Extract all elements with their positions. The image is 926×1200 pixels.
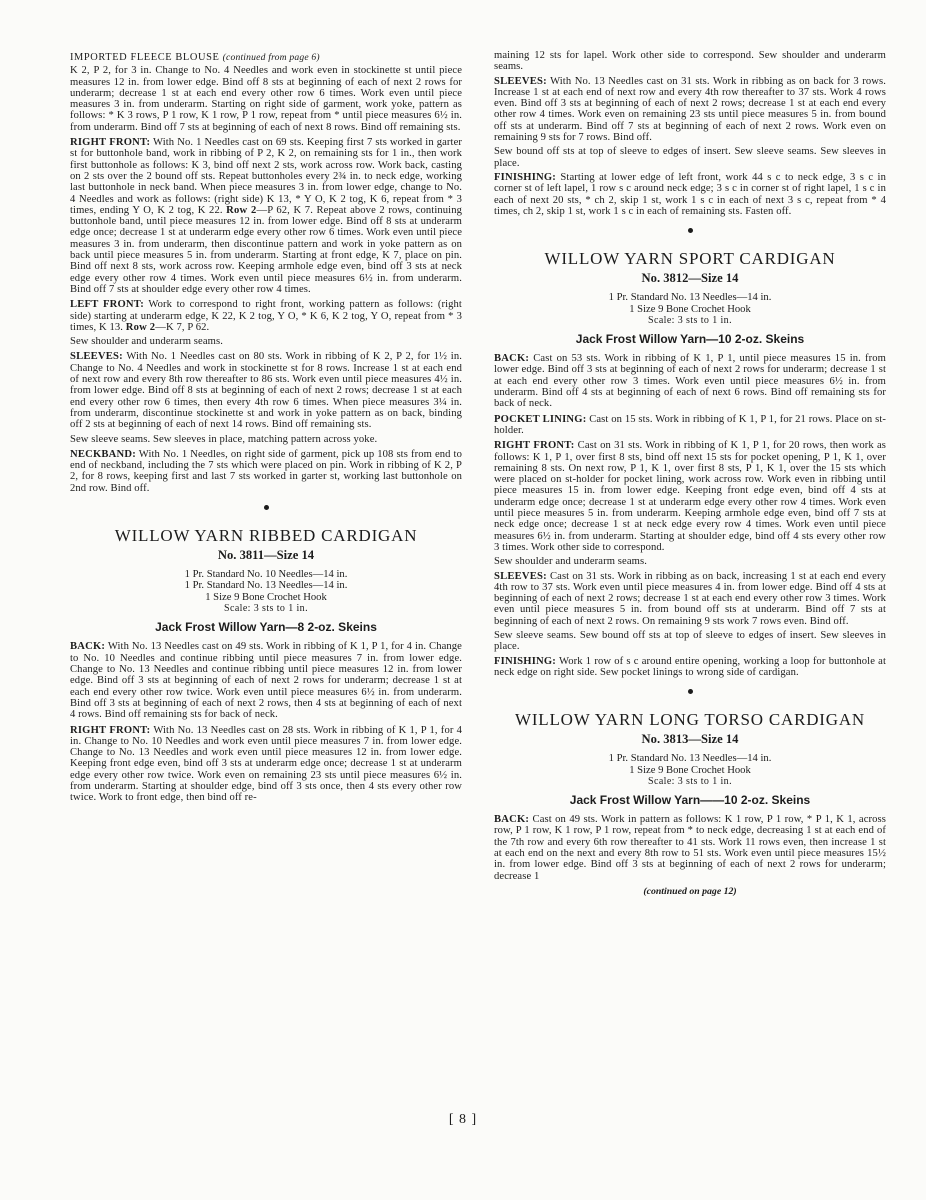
sport-yarn-heading: Jack Frost Willow Yarn—10 2-oz. Skeins — [575, 332, 805, 347]
sport-seams-line: Sew shoulder and underarm seams. — [494, 556, 647, 568]
ribbed-back-paragraph: BACK: With No. 13 Needles cast on 49 sts. Work in ribbing of K 1, P 1, for 4 in. Change to No. 10 Needles and continue ribbing until piece measures 7 in. from lower edge. Change to No. 13 Needles and continue ribbing until piece measures 12 in. from lower edge. Bind off 3 sts at beginning of each of next 2 rows for underarm; decrease 1 st at each end every other row twice. Work even until piece measures 6½ in. from underarm. Bind off 3 sts at beginning of each of next 2 rows, then 4 sts at beginning of each of next 4 rows. Bind off remaining sts for back of neck. — [70, 641, 462, 721]
torso-cardigan-title: WILLOW YARN LONG TORSO CARDIGAN — [515, 710, 865, 730]
blouse-left-front-paragraph: LEFT FRONT: Work to correspond to right front, working pattern as follows: (right side) starting at underarm edge, K 22, K 2 tog, Y O, * K 6, K 2 tog, Y O, repeat from * 3 times, K 13. Row 2—K 7, P 62. — [70, 299, 462, 333]
torso-spec-line: 1 Size 9 Bone Crochet Hook — [629, 764, 751, 776]
sport-scale: Scale: 3 sts to 1 in. — [648, 315, 732, 327]
ribbed-spec-line: 1 Pr. Standard No. 10 Needles—14 in. — [184, 568, 348, 580]
blouse-sleeve-seams-line: Sew sleeve seams. Sew sleeves in place, matching pattern across yoke. — [70, 433, 378, 445]
blouse-right-front-paragraph: RIGHT FRONT: With No. 1 Needles cast on 69 sts. Keeping first 7 sts worked in garter st for buttonhole band, work in ribbing of P 2, K 2, on remaining sts for 1 in., then work first buttonhole as follows: K 3, bind off next 2 sts, work across row. Work back, casting on 2 sts over the 2 bound off sts. Repeat buttonholes every 2¾ in. to neck edge, working last buttonhole in neck band. When piece measures 3 in. from lower edge, change to No. 4 Needles and work as follows: (right side) K 13, * Y O, K 2 tog, K 6, repeat from * 3 times, ending Y O, K 2 tog, K 22. Row 2—P 62, K 7. Repeat above 2 rows, continuing buttonhole band, until piece measures 12 in. from lower edge. Bind off 8 sts at underarm edge once; decrease 1 st at underarm edge every other row 6 times. Work even until piece measures 3 in. from underarm, then discontinue pattern and work in yoke pattern as on back until piece measures 5 in. from underarm. Starting at front edge, K 7, place on pin. Bind off next 8 sts, work across row. Keeping armhole edge even, bind off 3 sts at neck edge every other row 4 times. Work even until piece measures 6½ in. from underarm. Bind off 7 sts at shoulder edge every other row 4 times. — [70, 137, 463, 295]
running-head — [70, 52, 462, 63]
running-head-title: IMPORTED FLEECE BLOUSE — [70, 52, 220, 63]
ribbed-right-front-paragraph: RIGHT FRONT: With No. 13 Needles cast on 28 sts. Work in ribbing of K 1, P 1, for 4 in. Change to No. 10 Needles and work even until piece measures 7 in. from lower edge. Change to No. 13 Needles and work even until piece measures 12 in. from lower edge. Keeping front edge even, bind off 3 sts at underarm edge once; decrease 1 st at underarm edge every other row twice. Work even on remaining 23 sts until piece measures 6½ in. from underarm. Starting at shoulder edge, bind off 3 sts once, then 4 sts every other row twice. Work to front edge, then bind off re- — [70, 724, 462, 804]
ribbed-sleeves-paragraph: SLEEVES: With No. 13 Needles cast on 31 sts. Work in ribbing as on back for 3 rows. Increase 1 st at each end of next row and every 4th row thereafter to 37 sts. Work 4 rows even. Bind off 3 sts at beginning of each of next 2 rows; decrease 1 st at each end every other row 4 times. Work even on remaining 23 sts until piece measures 5 in. from bound off sts at underarm. Bind off 7 sts at beginning of each of next 2 rows. Work even on remaining 9 sts for 7 rows. Bind off. — [494, 75, 886, 144]
blouse-seams-line: Sew shoulder and underarm seams. — [70, 336, 223, 348]
sport-spec-line: 1 Size 9 Bone Crochet Hook — [629, 303, 751, 315]
section-bullet — [494, 686, 886, 696]
torso-scale: Scale: 3 sts to 1 in. — [648, 776, 732, 788]
sport-sleeves-paragraph: SLEEVES: Cast on 31 sts. Work in ribbing as on back, increasing 1 st at each end every 4th row to 37 sts. Work even until piece measures 4 in. from lower edge. Bind off 4 sts at beginning of each of next 2 rows; decrease 1 st at each end every other row 3 times. Work even until piece measures 5 in. from bound off sts at underarm. Bind off 7 sts at beginning of each of next 2 rows. On remaining 9 sts work 7 rows even. Bind off. — [494, 570, 886, 627]
blouse-neckband-paragraph: NECKBAND: With No. 1 Needles, on right side of garment, pick up 108 sts from end to end of neckband, including the 7 sts which were placed on pin. Work in ribbing of K 2, P 2, for 8 rows, keeping first and last 7 sts worked in garter st, working last buttonhole on 2nd row. Bind off. — [70, 448, 462, 494]
section-bullet — [70, 502, 462, 512]
sport-spec-line: 1 Pr. Standard No. 13 Needles—14 in. — [608, 292, 772, 304]
sport-right-front-paragraph: RIGHT FRONT: Cast on 31 sts. Work in ribbing of K 1, P 1, for 20 rows, then work as follows: K 1, P 1, over first 8 sts, bind off next 15 sts for pocket opening, P 1, K 1, over remaining 8 sts. On next row, P 1, K 1, over first 8 sts, P 1, K 1, over the 15 sts which were placed on st-holder for pocket lining, work across row. Work even in ribbing until piece measures 15 in. from lower edge. Keeping front edge even, bind off 4 sts at underarm edge once; decrease 1 st at underarm edge every other row 4 times. Work even until piece measures 5 in. from underarm. Keeping armhole edge even, bind off 7 sts at neck edge once; decrease 1 st at neck edge every row 4 times. Work even until piece measures 6½ in. from underarm. Starting at shoulder edge, bind off 4 sts every other row 3 times. Work other side to correspond. — [494, 440, 886, 553]
page-number: [ 8 ] — [448, 1112, 478, 1127]
sport-sleeves-sew-line: Sew sleeve seams. Sew bound off sts at top of sleeve to edges of insert. Sew sleeves in place. — [494, 629, 886, 653]
ribbed-cardigan-title: WILLOW YARN RIBBED CARDIGAN — [114, 525, 418, 545]
ribbed-yarn-heading: Jack Frost Willow Yarn—8 2-oz. Skeins — [155, 620, 377, 635]
section-bullet — [494, 225, 886, 235]
torso-yarn-heading: Jack Frost Willow Yarn——10 2-oz. Skeins — [569, 793, 811, 808]
sport-cardigan-subtitle: No. 3812—Size 14 — [641, 271, 739, 286]
torso-back-paragraph: BACK: Cast on 49 sts. Work in pattern as follows: K 1 row, P 1 row, * P 1, K 1, across row, P 1 row, K 1 row, P 1 row, repeat from * to neck edge, decreasing 1 st at each end of the 7th row and every 6th row thereafter to 41 sts. Work 11 rows even, then increase 1 st at each end on the next and every 8th row to 51 sts. Work even until piece measures 15½ in. from lower edge. Bind off 3 sts at beginning of each of next 2 rows for underarm; decrease 1 — [494, 814, 886, 882]
sport-pocket-paragraph: POCKET LINING: Cast on 15 sts. Work in ribbing of K 1, P 1, for 21 rows. Place on st-holder. — [494, 413, 886, 436]
blouse-sleeves-paragraph: SLEEVES: With No. 1 Needles cast on 80 sts. Work in ribbing of K 2, P 2, for 1½ in. Change to No. 4 Needles and work in stockinette st for 8 rows. Increase 1 st at each end of next row and every 8th row thereafter to 86 sts. Work even until piece measures 4½ in. from lower edge. Bind off 8 sts at beginning of each of next 2 rows; decrease 1 st at each end every other row 6 times, then every 4th row 6 times. When piece measures 3¼ in. from underarm, discontinue stockinette st and work in yoke pattern as on back, binding off 2 sts at beginning of each of next 14 rows. Bind off remaining sts. — [70, 351, 462, 431]
torso-cardigan-subtitle: No. 3813—Size 14 — [641, 732, 739, 747]
sport-finishing-paragraph: FINISHING: Work 1 row of s c around entire opening, working a loop for buttonhole at neck edge on right side. Sew pocket linings to wrong side of cardigan. — [494, 655, 886, 678]
sport-cardigan-title: WILLOW YARN SPORT CARDIGAN — [544, 249, 836, 269]
ribbed-sleeves-sew-line: Sew bound off sts at top of sleeve to edges of insert. Sew sleeve seams. Sew sleeves in place. — [494, 146, 886, 169]
continued-from-note: (continued from page 6) — [222, 52, 320, 63]
blouse-intro-paragraph: K 2, P 2, for 3 in. Change to No. 4 Needles and work even in stockinette st until piece measures 12 in. from lower edge. Bind off 8 sts at beginning of each of next 2 rows for underarm; decrease 1 st at each end every other row 6 times. Work even until piece measures 3 in. from underarm. Starting on right side of garment, work yoke, pattern as follows: * K 3 rows, P 1 row, K 1 row, P 1 row, repeat from * until piece measures 6½ in. from underarm. Bind off 7 sts at beginning of each of next 8 rows. Bind off remaining sts. — [70, 65, 462, 133]
ribbed-finishing-paragraph: FINISHING: Starting at lower edge of left front, work 44 s c to neck edge, 3 s c in corner st of left lapel, 1 row s c around neck edge; 3 s c in corner st of right lapel, 1 s c in each of next 20 sts, * ch 2, skip 1 st, work 1 s c in each of next 3 s c, repeat from * 4 times, ch 2, skip 1 st, work 1 s c in each of remaining sts. Fasten off. — [494, 171, 886, 217]
ribbed-spec-line: 1 Pr. Standard No. 13 Needles—14 in. — [184, 580, 348, 592]
torso-spec-line: 1 Pr. Standard No. 13 Needles—14 in. — [608, 753, 772, 765]
ribbed-continued-paragraph: maining 12 sts for lapel. Work other side to correspond. Sew shoulder and underarm seams. — [494, 50, 886, 73]
sport-back-paragraph: BACK: Cast on 53 sts. Work in ribbing of K 1, P 1, until piece measures 15 in. from lower edge. Bind off 3 sts at beginning of each of next 2 rows for underarm; decrease 1 st at each end every other row 3 times. Work even until piece measures 6½ in. from underarm. Bind off 4 sts at beginning of each of next 6 rows. Bind off remaining sts for back of neck. — [494, 353, 886, 410]
left-column — [70, 52, 462, 808]
continued-on-note: (continued on page 12) — [643, 885, 737, 897]
right-column — [494, 50, 886, 897]
ribbed-spec-line: 1 Size 9 Bone Crochet Hook — [205, 591, 327, 603]
ribbed-cardigan-subtitle: No. 3811—Size 14 — [217, 547, 315, 562]
ribbed-scale: Scale: 3 sts to 1 in. — [224, 603, 308, 615]
